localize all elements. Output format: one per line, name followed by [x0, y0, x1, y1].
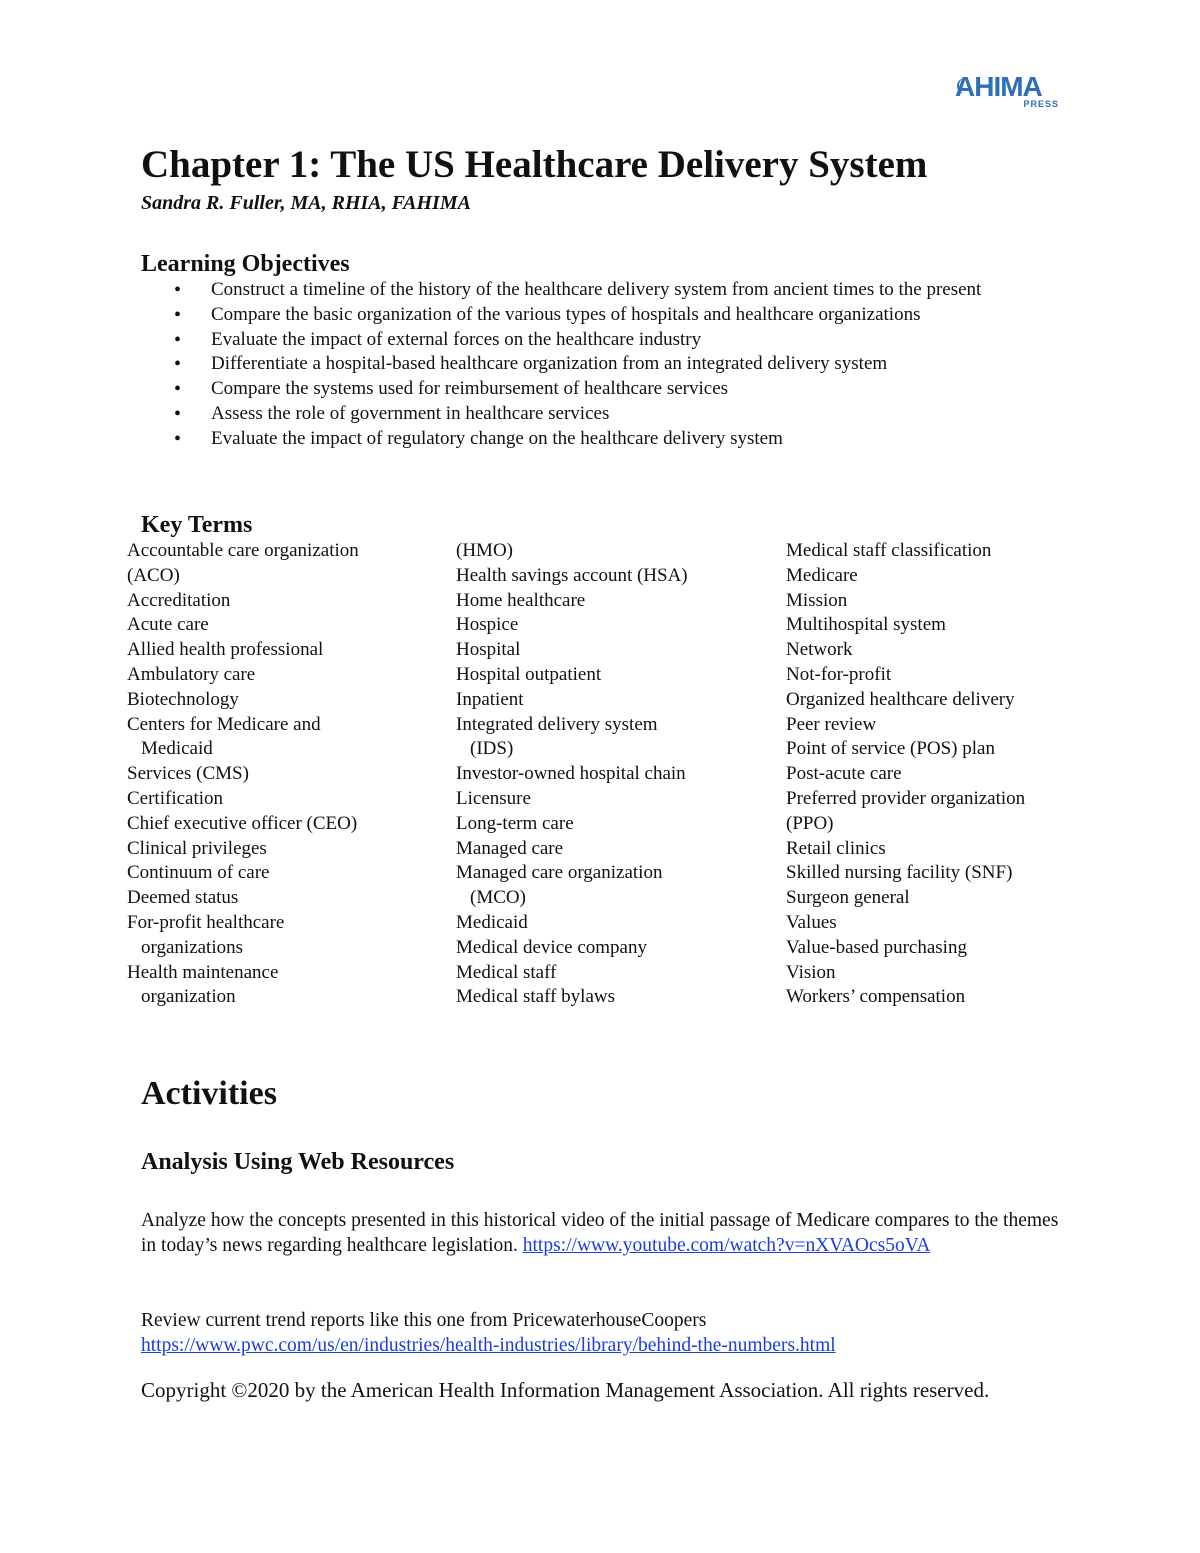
- author-line: Sandra R. Fuller, MA, RHIA, FAHIMA: [141, 192, 471, 214]
- list-item: Integrated delivery system: [456, 713, 658, 735]
- list-item: organizations: [141, 936, 244, 958]
- list-item: Value-based purchasing: [786, 936, 967, 958]
- list-item: For-profit healthcare: [127, 911, 285, 933]
- learning-objectives-list: [172, 278, 1052, 452]
- key-terms-heading: Key Terms: [141, 512, 253, 538]
- activity-1-text: Analyze how the concepts presented in this historical video of the initial passage of Medicare compares to the themes in today’s news regarding healthcare legislation.: [141, 1210, 1059, 1256]
- list-item: (HMO): [456, 540, 513, 561]
- list-item: organization: [141, 986, 236, 1008]
- list-item: Surgeon general: [786, 887, 910, 909]
- list-item: Skilled nursing facility (SNF): [786, 862, 1013, 884]
- activity-paragraph-1: [141, 1209, 1071, 1259]
- list-item: Long-term care: [456, 812, 574, 834]
- list-item: Mission: [786, 589, 848, 611]
- list-item: Certification: [127, 787, 224, 809]
- list-item: • Construct a timeline of the history of the healthcare delivery system from ancient times to the present: [174, 279, 982, 301]
- list-item: Hospice: [456, 614, 519, 636]
- list-item: Multihospital system: [786, 614, 946, 636]
- activities-heading: Activities: [141, 1075, 277, 1112]
- logo-sub: PRESS: [1023, 99, 1059, 109]
- list-item: Medical device company: [456, 936, 647, 958]
- list-item: Medicaid: [141, 738, 213, 760]
- list-item: Organized healthcare delivery: [786, 688, 1015, 710]
- list-item: Health maintenance: [127, 961, 279, 983]
- list-item: (MCO): [470, 887, 526, 909]
- analysis-heading: Analysis Using Web Resources: [141, 1149, 455, 1175]
- list-item: Network: [786, 639, 853, 661]
- youtube-link[interactable]: https://www.youtube.com/watch?v=nXVAOcs5oVA: [522, 1234, 931, 1256]
- activity-paragraph-2: [141, 1309, 1071, 1359]
- list-item: Hospital outpatient: [456, 663, 602, 685]
- list-item: Hospital: [456, 639, 521, 661]
- list-item: Licensure: [456, 787, 531, 809]
- pwc-link[interactable]: https://www.pwc.com/us/en/industries/health-industries/library/behind-the-numbers.html: [141, 1334, 836, 1356]
- list-item: Medicaid: [456, 911, 528, 933]
- list-item: (ACO): [127, 564, 180, 586]
- bullet-icon: •: [174, 402, 182, 425]
- key-terms-column-2: [456, 539, 688, 1010]
- chapter-title: Chapter 1: The US Healthcare Delivery System: [141, 143, 928, 186]
- bullet-icon: •: [174, 427, 182, 450]
- list-item: Accountable care organization: [127, 540, 359, 561]
- list-item: Inpatient: [456, 688, 524, 710]
- bullet-icon: •: [174, 303, 182, 326]
- learning-objectives-heading: Learning Objectives: [141, 251, 350, 277]
- list-item: • Evaluate the impact of external forces on the healthcare industry: [174, 328, 702, 351]
- list-item: Services (CMS): [127, 763, 249, 785]
- key-terms-column-3: [786, 539, 1025, 1010]
- bullet-icon: •: [174, 328, 182, 351]
- list-item: Deemed status: [127, 887, 239, 909]
- list-item: Values: [786, 911, 837, 933]
- activity-2-text: Review current trend reports like this one from PricewaterhouseCoopers: [141, 1310, 707, 1331]
- list-item: Ambulatory care: [127, 663, 256, 685]
- list-item: Medical staff bylaws: [456, 986, 615, 1008]
- list-item: Peer review: [786, 713, 877, 735]
- list-item: Post-acute care: [786, 763, 902, 785]
- copyright-notice: Copyright ©2020 by the American Health Information Management Association. All rights reserved.: [141, 1378, 990, 1402]
- list-item: Continuum of care: [127, 862, 270, 884]
- list-item: • Compare the basic organization of the various types of hospitals and healthcare organizations: [174, 303, 921, 326]
- list-item: Health savings account (HSA): [456, 564, 688, 586]
- list-item: Biotechnology: [127, 688, 239, 710]
- bullet-icon: •: [174, 378, 182, 401]
- logo-brand: AHIMA: [955, 71, 1042, 102]
- list-item: Workers’ compensation: [786, 986, 966, 1008]
- list-item: Acute care: [127, 614, 209, 636]
- list-item: Preferred provider organization: [786, 787, 1026, 809]
- list-item: • Evaluate the impact of regulatory change on the healthcare delivery system: [174, 427, 783, 450]
- bullet-icon: •: [174, 353, 182, 376]
- list-item: Medicare: [786, 564, 858, 586]
- list-item: Clinical privileges: [127, 837, 267, 859]
- list-item: • Assess the role of government in healthcare services: [174, 402, 610, 425]
- list-item: (IDS): [470, 738, 514, 760]
- list-item: Vision: [786, 961, 836, 983]
- list-item: Medical staff: [456, 961, 557, 983]
- list-item: Allied health professional: [127, 639, 324, 661]
- list-item: Point of service (POS) plan: [786, 738, 995, 760]
- list-item: Investor-owned hospital chain: [456, 763, 686, 785]
- list-item: (PPO): [786, 812, 834, 834]
- list-item: Managed care: [456, 837, 564, 859]
- list-item: Managed care organization: [456, 862, 663, 884]
- list-item: • Differentiate a hospital-based healthcare organization from an integrated delivery system: [174, 353, 888, 376]
- list-item: Not-for-profit: [786, 663, 892, 685]
- key-terms-column-1: [127, 539, 359, 1010]
- list-item: Accreditation: [127, 589, 231, 611]
- list-item: Home healthcare: [456, 589, 586, 611]
- list-item: Medical staff classification: [786, 540, 992, 561]
- list-item: Retail clinics: [786, 837, 886, 859]
- ahima-press-logo: [955, 72, 1065, 112]
- list-item: Chief executive officer (CEO): [127, 812, 358, 834]
- list-item: • Compare the systems used for reimbursement of healthcare services: [174, 378, 729, 401]
- bullet-icon: •: [174, 279, 182, 301]
- list-item: Centers for Medicare and: [127, 713, 321, 735]
